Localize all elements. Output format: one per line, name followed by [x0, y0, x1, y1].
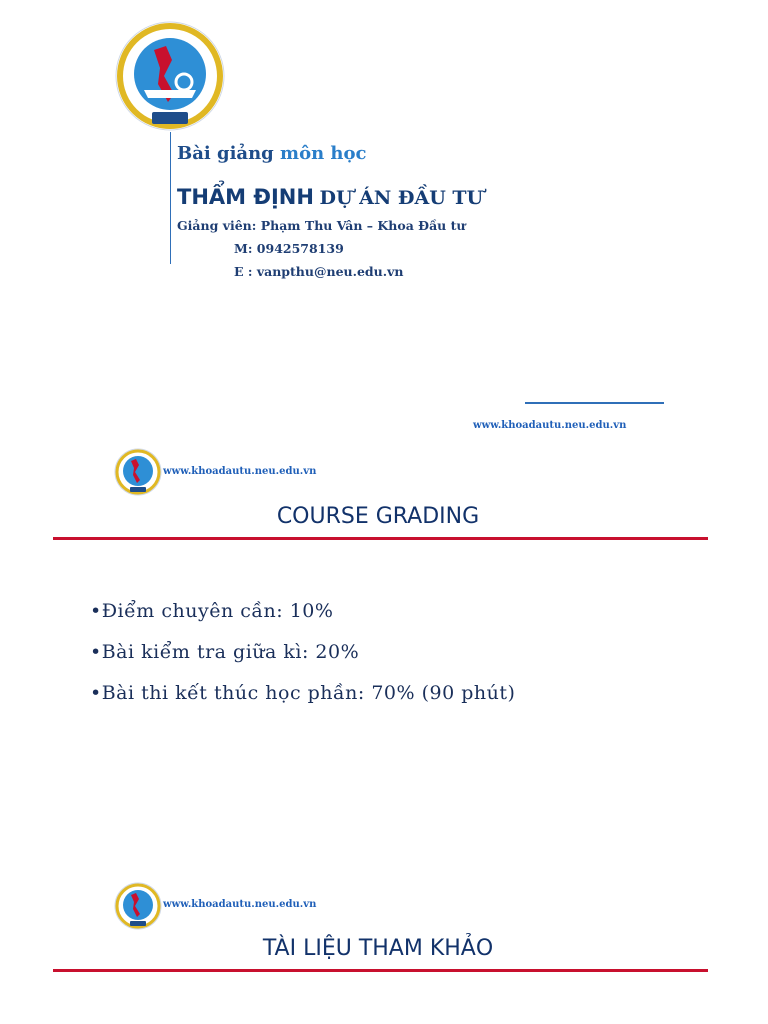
neu-logo [114, 20, 226, 132]
course-title [177, 185, 483, 209]
neu-logo-small [114, 448, 162, 496]
heading-rule [53, 969, 708, 972]
list-item: •Bài thi kết thúc học phần: 70% (90 phút) [90, 682, 516, 704]
list-item: •Điểm chuyên cần: 10% [90, 600, 334, 622]
lecture-prefix: Bài giảng [177, 143, 274, 164]
title-divider-line [170, 132, 171, 264]
list-item: •Bài kiểm tra giữa kì: 20% [90, 641, 360, 663]
course-title-part2: DỰ ÁN ĐẦU TƯ [319, 187, 484, 209]
lecture-subject: môn học [280, 143, 367, 164]
neu-logo-small [114, 882, 162, 930]
lecturer-info: Giảng viên: Phạm Thu Vân – Khoa Đầu tư [177, 218, 466, 233]
lecture-label [177, 143, 367, 164]
website-underline [525, 402, 664, 404]
website-link[interactable]: www.khoadautu.neu.edu.vn [163, 899, 317, 910]
heading-rule [53, 537, 708, 540]
slide-heading: TÀI LIỆU THAM KHẢO [262, 936, 494, 961]
title-slide [0, 0, 768, 440]
grading-list [90, 600, 515, 723]
website-link[interactable]: www.khoadautu.neu.edu.vn [163, 466, 317, 477]
course-title-part1: THẨM ĐỊNH [177, 185, 314, 209]
references-slide [0, 870, 768, 1024]
lecturer-email: E : vanpthu@neu.edu.vn [234, 264, 404, 279]
grading-slide [0, 440, 768, 870]
website-link[interactable]: www.khoadautu.neu.edu.vn [473, 420, 627, 431]
lecturer-phone: M: 0942578139 [234, 241, 344, 256]
slide-heading: COURSE GRADING [276, 504, 480, 529]
